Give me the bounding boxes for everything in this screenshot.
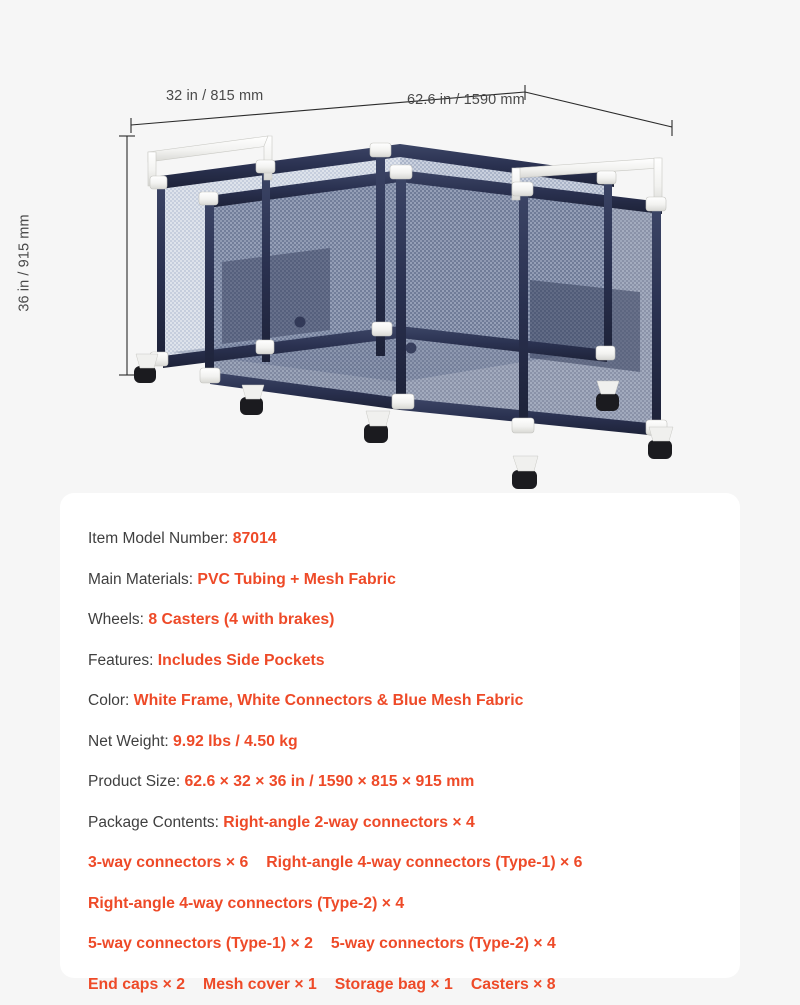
package-content-item: Storage bag × 1 — [335, 976, 453, 993]
package-content-item: Right-angle 4-way connectors (Type-1) × 6 — [266, 854, 582, 871]
spec-value: PVC Tubing + Mesh Fabric — [197, 571, 396, 588]
specification-list — [60, 519, 740, 843]
dimension-label-height: 36 in / 915 mm — [17, 214, 33, 311]
dimension-label-depth: 32 in / 815 mm — [166, 88, 263, 104]
spec-row — [60, 681, 740, 722]
spec-value: Right-angle 2-way connectors × 4 — [223, 814, 475, 831]
spec-value: Includes Side Pockets — [158, 652, 325, 669]
spec-row — [60, 803, 740, 844]
spec-row — [60, 519, 740, 560]
package-contents-row — [60, 965, 740, 1005]
spec-value: White Frame, White Connectors & Blue Mesh Fabric — [134, 692, 524, 709]
package-contents-list — [60, 843, 740, 1005]
spec-label: Features: — [88, 652, 158, 669]
package-content-item: End caps × 2 — [88, 976, 185, 993]
spec-row — [60, 560, 740, 601]
spec-label: Package Contents: — [88, 814, 223, 831]
package-content-item: Casters × 8 — [471, 976, 556, 993]
spec-label: Net Weight: — [88, 733, 173, 750]
package-contents-row — [60, 843, 740, 884]
package-content-item: 5-way connectors (Type-1) × 2 — [88, 935, 313, 952]
package-content-item: Right-angle 4-way connectors (Type-2) × 4 — [88, 895, 404, 912]
dimension-label-width: 62.6 in / 1590 mm — [407, 92, 525, 108]
package-contents-row — [60, 924, 740, 965]
package-content-item: Mesh cover × 1 — [203, 976, 317, 993]
spec-label: Color: — [88, 692, 134, 709]
spec-value: 8 Casters (4 with brakes) — [148, 611, 334, 628]
storage-bin-body — [134, 136, 673, 489]
spec-label: Main Materials: — [88, 571, 197, 588]
spec-label: Item Model Number: — [88, 530, 233, 547]
specification-card — [60, 493, 740, 978]
spec-value: 87014 — [233, 530, 277, 547]
spec-value: 9.92 lbs / 4.50 kg — [173, 733, 298, 750]
spec-row — [60, 722, 740, 763]
spec-label: Wheels: — [88, 611, 148, 628]
spec-row — [60, 600, 740, 641]
product-figure — [0, 0, 800, 493]
spec-value: 62.6 × 32 × 36 in / 1590 × 815 × 915 mm — [185, 773, 475, 790]
package-content-item: 5-way connectors (Type-2) × 4 — [331, 935, 556, 952]
package-content-item: 3-way connectors × 6 — [88, 854, 248, 871]
spec-label: Product Size: — [88, 773, 185, 790]
spec-row — [60, 641, 740, 682]
package-contents-row — [60, 884, 740, 925]
product-illustration — [0, 0, 800, 493]
spec-row — [60, 762, 740, 803]
